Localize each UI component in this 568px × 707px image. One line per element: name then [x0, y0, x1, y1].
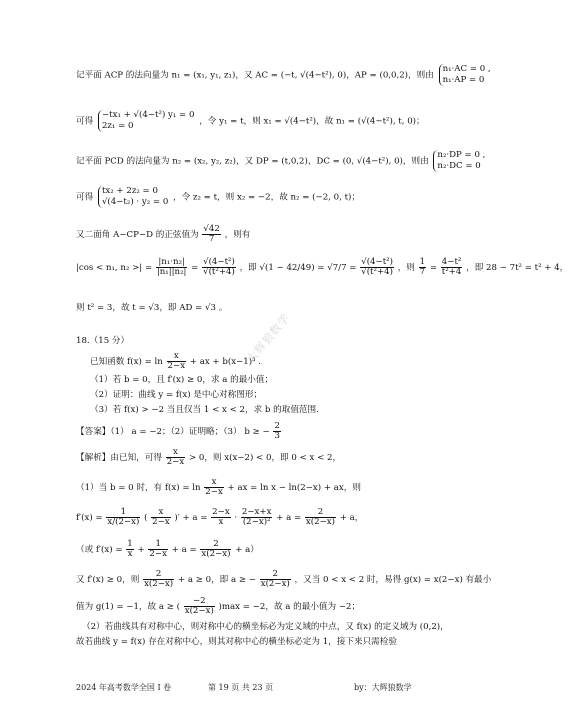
text: (	[144, 513, 148, 523]
text: 记平面 PCD 的法向量为 n₂ = (x₂, y₂, z₂)，又 DP = (t,0,2)，DC = (0, √(4−t²), 0)，则由	[76, 156, 429, 167]
equation: tx₂ + 2z₂ = 0	[101, 186, 158, 196]
equation: n₁·AP = 0	[442, 75, 485, 85]
sub-question: （2）证明：曲线 y = f(x) 是中心对称图形；	[90, 390, 263, 400]
text: ，则有	[224, 230, 251, 240]
equation: 2z₁ = 0	[101, 121, 134, 131]
text: （1）当 b = 0 时，有 f(x) = ln	[76, 483, 201, 493]
equation: √(4−t₂) · y₂ = 0	[101, 197, 169, 207]
text: ，则	[397, 263, 415, 273]
equation-system	[98, 186, 168, 208]
text: 已知函数 f(x) = ln	[90, 357, 163, 367]
text: 又二面角 A−CP−D 的正弦值为	[76, 230, 199, 240]
text: + a =	[276, 513, 302, 523]
fraction: $\frac{2}{x(2-x)}$	[144, 569, 174, 589]
equation: n₂·DC = 0	[437, 161, 481, 171]
text-line	[76, 150, 486, 172]
text: （或 f′(x) =	[76, 545, 123, 555]
text: =	[429, 263, 438, 273]
fraction: $\frac{1}{2-x}$	[149, 539, 167, 559]
text: + a =	[171, 545, 197, 555]
text: 可得	[76, 192, 94, 203]
text: ，令 z₂ = t，则 x₂ = −2，故 n₂ = (−2, 0, t)；	[173, 192, 360, 203]
footer-right: by：大辉狼数学	[354, 683, 412, 692]
text: )max = −2，故 a 的最小值为 −2；	[218, 602, 361, 612]
solution-line	[76, 508, 460, 527]
fraction: $\frac{\text{4−t²}}{\text{t²+4}}$	[441, 257, 462, 277]
text: 【答案】（1） a = −2；（2）证明略；（3） b ≥ −	[76, 427, 270, 437]
text-line	[76, 257, 568, 277]
text: 可得	[76, 116, 94, 127]
equation-system	[439, 64, 491, 86]
fraction: $\frac{\text{|n₁·n₂|}}{\text{|n₁||n₂|}}$	[156, 257, 187, 277]
equation: n₁·AC = 0 ,	[442, 64, 491, 74]
solution-line	[76, 597, 460, 616]
text: + a，	[339, 513, 364, 523]
text: 记平面 ACP 的法向量为 n₁ = (x₁, y₁, z₁)，又 AC = (−t, √(4−t²), 0)，AP = (0,0,2)，则由	[76, 70, 434, 81]
fraction: $\frac{2-x}{x}$	[212, 507, 230, 527]
fraction: $\frac{\text{√(4−t²)}}{\text{√(t²+4)}}$	[203, 257, 235, 277]
fraction: $\frac{x}{2-x}$	[152, 507, 170, 527]
fraction: $\frac{\text{√(4−t²)}}{\text{√(t²+4)}}$	[361, 257, 393, 277]
text-line	[76, 186, 460, 208]
fraction: $\frac{x}{2-x}$	[166, 447, 185, 467]
text: + a）	[235, 545, 259, 555]
text: 又 f′(x) ≥ 0，则	[76, 575, 140, 585]
text: 【解析】由已知，可得	[76, 453, 162, 463]
equation-system	[433, 150, 485, 172]
answer-line	[76, 422, 460, 441]
text: > 0，则 x(x−2) < 0，即 0 < x < 2，	[188, 453, 342, 463]
text: + ax + b(x−1)³ .	[189, 357, 261, 367]
watermark: 大辉狼数学	[244, 311, 293, 366]
solution-line	[76, 540, 460, 559]
text: + ax = ln x − ln(2−x) + ax，则	[227, 483, 361, 493]
fraction: $\frac{√42}{7}$	[203, 224, 220, 244]
fraction: $\frac{1}{7}$	[419, 257, 426, 277]
text-line	[76, 110, 460, 132]
text: 值为 g(1) = −1，故 a ≥ (	[76, 602, 180, 612]
question-number: 18.（15 分）	[76, 336, 130, 346]
equation: n₂·DP = 0 ,	[437, 150, 486, 160]
fraction: $\frac{1}{x/(2-x)}$	[107, 507, 140, 527]
text: ，即 28 − 7t² = t² + 4，	[466, 263, 568, 273]
text: ，即 √(1 − 42/49) = √7/7 =	[239, 263, 357, 273]
text: + a ≥ 0，即 a ≥ −	[177, 575, 256, 585]
equation: −tx₁ + √(4−t²) y₁ = 0	[101, 110, 195, 120]
page-number: 第 19 页 共 23 页	[208, 683, 274, 692]
text: +	[137, 545, 145, 555]
text: ，又当 0 < x < 2 时，易得 g(x) = x(2−x) 有最小	[294, 575, 492, 585]
text-line	[76, 225, 460, 244]
text-line: 则 t² = 3，故 t = √3，即 AD = √3 。	[76, 303, 228, 313]
analysis-line	[76, 448, 460, 467]
fraction: $\frac{1}{x}$	[127, 539, 133, 559]
text: )′ + a =	[174, 513, 208, 523]
fraction: $\frac{x}{2-x}$	[205, 477, 223, 497]
text: f′(x) =	[76, 513, 103, 523]
solution-line	[76, 569, 492, 589]
fraction: $\frac{2}{x(2-x)}$	[260, 569, 290, 589]
fraction: $\frac{x}{2-x}$	[167, 351, 186, 371]
sub-question: （1）若 b = 0，且 f′(x) ≥ 0，求 a 的最小值；	[90, 375, 274, 385]
text: |cos < n₁, n₂ >| =	[76, 263, 153, 273]
text-line	[76, 64, 491, 86]
fraction: $\frac{2-x+x}{\text{(2−x)²}}$	[241, 507, 272, 527]
question-stem	[90, 352, 460, 371]
solution-line	[76, 478, 460, 497]
text: ·	[234, 513, 238, 523]
text: =	[191, 263, 199, 273]
fraction: $\frac{2}{3}$	[274, 421, 280, 441]
equation-system	[98, 110, 195, 132]
fraction: $\frac{2}{x(2-x)}$	[201, 539, 231, 559]
solution-line: 故若曲线 y = f(x) 存在对称中心，则其对称中心的横坐标必定为 1，接下来只需检验	[76, 637, 397, 647]
solution-line: （2）若曲线具有对称中心，则对称中心的横坐标必为定义域的中点，又 f(x) 的定义域为 (0,2)，	[82, 622, 449, 632]
fraction: $\frac{2}{x(2-x)}$	[305, 507, 335, 527]
fraction: $\frac{-2}{x(2-x)}$	[184, 596, 214, 616]
sub-question: （3）若 f(x) > −2 当且仅当 1 < x < 2，求 b 的取值范围.	[90, 405, 319, 415]
text: ，令 y₁ = t，则 x₁ = √(4−t²)，故 n₁ = (√(4−t²), t, 0)；	[199, 116, 425, 127]
footer-left: 2024 年高考数学全国 I 卷	[76, 683, 172, 692]
